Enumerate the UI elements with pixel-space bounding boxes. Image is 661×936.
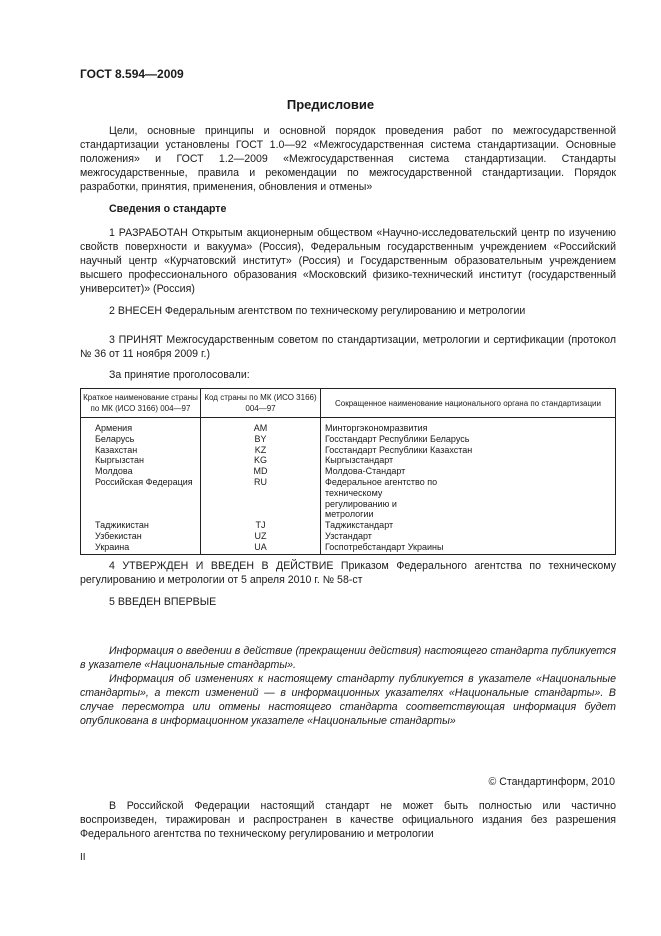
vote-label: За принятие проголосовали:: [109, 369, 250, 381]
code-cell: UZ: [201, 531, 321, 542]
header-country: Краткое наименование страны по МК (ИСО 3166) 004—97: [81, 389, 201, 418]
code-cell: BY: [201, 434, 321, 445]
item-introduced: 2 ВНЕСЕН Федеральным агентством по техническому регулированию и метрологии: [109, 305, 526, 317]
code-cell: KG: [201, 455, 321, 466]
code-cell: MD: [201, 466, 321, 477]
body-cell: Федеральное агентство по техническому регулированию и метрологии: [321, 477, 616, 520]
country-cell: Украина: [81, 542, 201, 554]
table-row: [81, 445, 616, 456]
code-cell: AM: [201, 418, 321, 434]
doc-code-header: ГОСТ 8.594—2009: [80, 67, 184, 81]
table-row: [81, 434, 616, 445]
country-cell: Армения: [81, 418, 201, 434]
item-approved: 4 УТВЕРЖДЕН И ВВЕДЕН В ДЕЙСТВИЕ Приказом Федерального агентства по техническому регулированию и метрологии от 5 апреля 2010 г. № 58-ст: [80, 560, 616, 586]
rights-paragraph: В Российской Федерации настоящий стандарт не может быть полностью или частично воспроизведен, тиражирован и распространен в качестве официального издания без разрешения Федерального агентства по техническому регулированию и метрологии: [80, 800, 616, 840]
item-developed: 1 РАЗРАБОТАН Открытым акционерным обществом «Научно-исследовательский центр по изучению свойств поверхности и вакуума» (Россия), Федеральным государственным учреждением «Российский научный центр «Курчатовский институт» (Россия) и Государственным образовательным учреждением высшего профессионального образования «Московский физико-технический институт (государственный университет)» (Россия): [80, 227, 616, 295]
country-cell: Казахстан: [81, 445, 201, 456]
table-row: [81, 542, 616, 554]
body-cell: Молдова-Стандарт: [321, 466, 616, 477]
country-cell: Таджикистан: [81, 520, 201, 531]
intro-paragraph: Цели, основные принципы и основной порядок проведения работ по межгосударственной стандартизации установлены ГОСТ 1.0—92 «Межгосударственная система стандартизации. Основные положения» и ГОСТ 1.2—2009 «Межгосударственная система стандартизации. Стандарты межгосударственные, правила и рекомендации по межгосударственной стандартизации. Порядок разработки, принятия, применения, обновления и отмены»: [80, 125, 616, 193]
header-body: Сокращенное наименование национального органа по стандартизации: [321, 389, 616, 418]
code-cell: UA: [201, 542, 321, 554]
notice-paragraph-2: Информация об изменениях к настоящему стандарту публикуется в указателе «Национальные стандарты», а текст изменений — в информационных указателях «Национальные стандарты». В случае пересмотра или отмены настоящего стандарта соответствующая информация будет опубликована в информационном указателе «Национальные стандарты»: [80, 673, 616, 727]
body-cell: Узстандарт: [321, 531, 616, 542]
table-row: [81, 418, 616, 434]
body-cell: Госстандарт Республики Казахстан: [321, 445, 616, 456]
header-code: Код страны по МК (ИСО 3166) 004—97: [201, 389, 321, 418]
table-row: [81, 520, 616, 531]
code-cell: TJ: [201, 520, 321, 531]
copyright: © Стандартинформ, 2010: [488, 776, 615, 788]
country-cell: Узбекистан: [81, 531, 201, 542]
info-heading: Сведения о стандарте: [109, 203, 227, 215]
table-row: [81, 477, 616, 520]
notice-paragraph-1: Информация о введении в действие (прекращении действия) настоящего стандарта публикуется в указателе «Национальные стандарты».: [80, 645, 616, 671]
item-adopted: 3 ПРИНЯТ Межгосударственным советом по стандартизации, метрологии и сертификации (протокол № 36 от 11 ноября 2009 г.): [80, 334, 616, 360]
country-cell: Молдова: [81, 466, 201, 477]
country-cell: Российская Федерация: [81, 477, 201, 520]
vote-table: [80, 388, 616, 555]
table-row: [81, 531, 616, 542]
table-row: [81, 466, 616, 477]
table-row: [81, 455, 616, 466]
body-cell: Таджикстандарт: [321, 520, 616, 531]
page-number: II: [80, 852, 86, 863]
code-cell: KZ: [201, 445, 321, 456]
body-cell: Минторгэкономразвития: [321, 418, 616, 434]
country-cell: Беларусь: [81, 434, 201, 445]
code-cell: RU: [201, 477, 321, 520]
item-first-time: 5 ВВЕДЕН ВПЕРВЫЕ: [109, 596, 217, 608]
country-cell: Кыргызстан: [81, 455, 201, 466]
body-cell: Госпотребстандарт Украины: [321, 542, 616, 554]
page-title: Предисловие: [286, 97, 375, 112]
body-cell: Госстандарт Республики Беларусь: [321, 434, 616, 445]
vote-table-header-row: [81, 389, 616, 418]
body-cell: Кыргызстандарт: [321, 455, 616, 466]
